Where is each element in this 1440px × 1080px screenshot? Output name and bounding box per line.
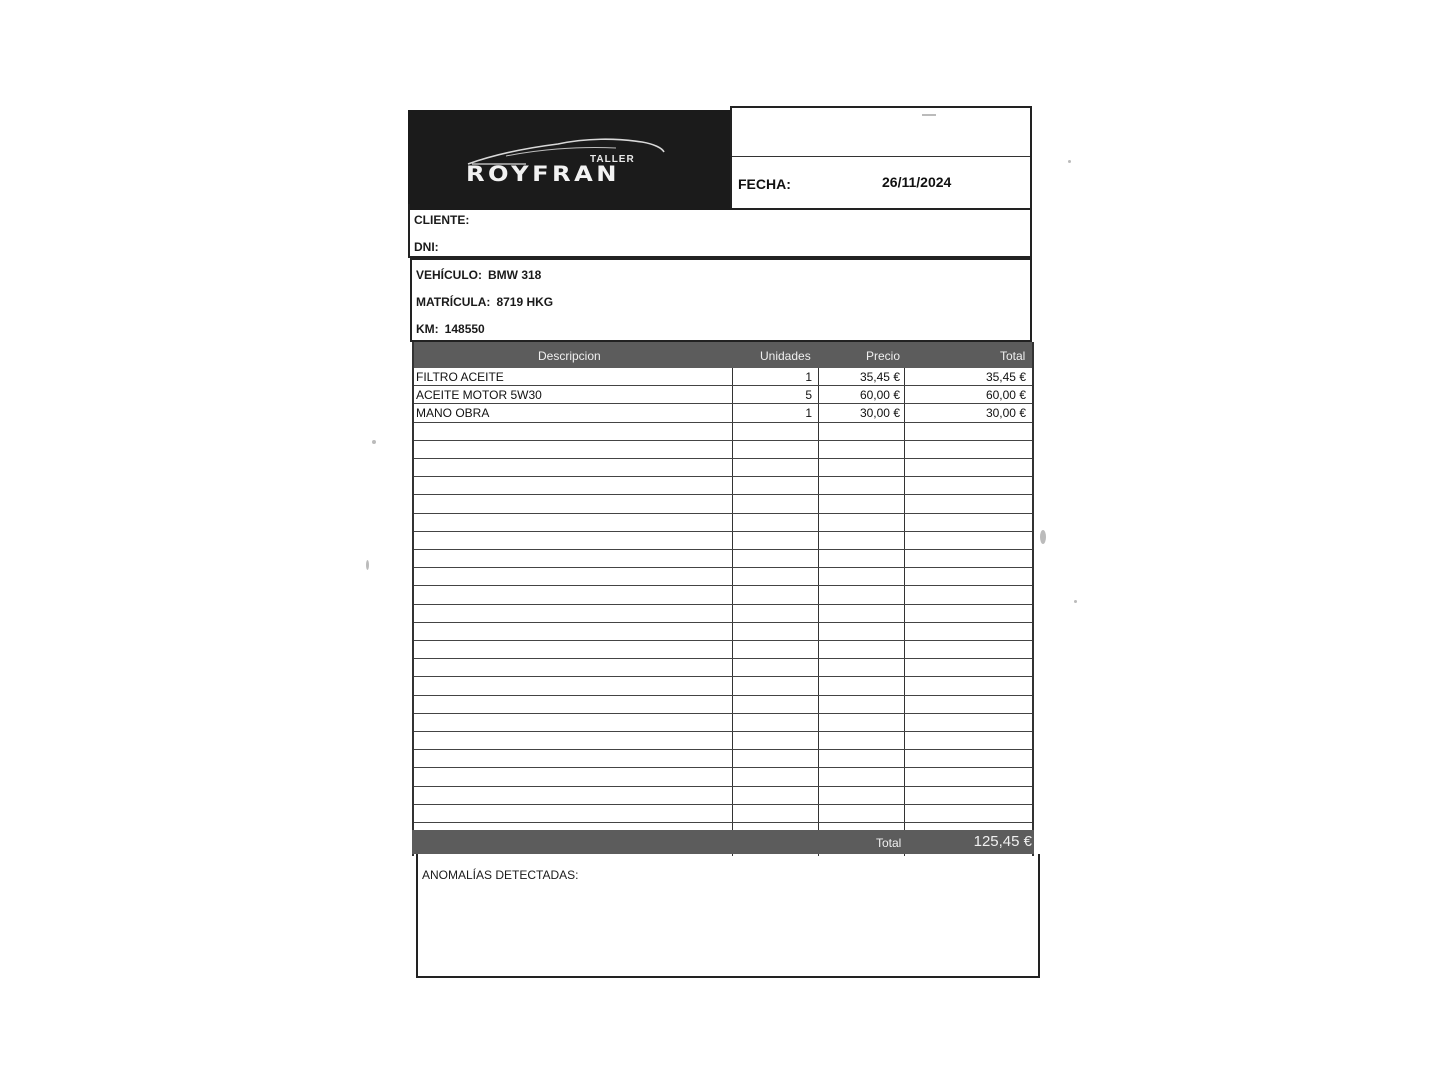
cliente-label: CLIENTE: (414, 213, 470, 227)
table-row (414, 386, 1032, 404)
column-header-descripcion: Descripcion (538, 349, 601, 363)
logo-brand-name: ROYFRAN (466, 162, 620, 186)
km-label: KM: (416, 322, 439, 336)
cliente-field (414, 213, 475, 227)
table-row (414, 441, 1032, 459)
matricula-value: 8719 HKG (496, 295, 554, 309)
km-value: 148550 (444, 322, 485, 336)
cell-precio: 60,00 € (859, 388, 900, 403)
table-row (414, 696, 1032, 714)
invoice-sheet (408, 106, 1034, 980)
anomalies-label: ANOMALÍAS DETECTADAS: (422, 868, 579, 882)
dni-label: DNI: (414, 240, 439, 254)
vehiculo-value: BMW 318 (488, 268, 542, 282)
table-row (414, 787, 1032, 805)
client-section (408, 204, 1032, 258)
table-row (414, 641, 1032, 659)
km-field (416, 322, 485, 336)
dni-field (414, 240, 445, 254)
table-row (414, 550, 1032, 568)
cell-total: 30,00 € (985, 406, 1026, 421)
table-row (414, 568, 1032, 586)
table-row (414, 495, 1032, 513)
column-header-unidades: Unidades (760, 349, 811, 363)
cell-total: 60,00 € (985, 388, 1026, 403)
cell-descripcion: MANO OBRA (416, 406, 490, 421)
table-row (414, 514, 1032, 532)
table-row (414, 423, 1032, 441)
table-row (414, 459, 1032, 477)
total-label: Total (876, 836, 902, 850)
anomalies-section (416, 854, 1040, 978)
matricula-field (416, 295, 553, 309)
table-header (414, 342, 1032, 368)
table-row (414, 586, 1032, 604)
table-row (414, 750, 1032, 768)
column-header-precio: Precio (866, 349, 901, 363)
cell-unidades: 1 (805, 370, 812, 384)
items-table (412, 342, 1034, 856)
table-row (414, 532, 1032, 550)
table-row (414, 368, 1032, 386)
cell-unidades: 5 (805, 388, 812, 403)
date-box (730, 106, 1032, 210)
vehicle-section (410, 258, 1032, 342)
table-row (414, 732, 1032, 750)
cell-precio: 35,45 € (859, 370, 900, 384)
table-row (414, 404, 1032, 422)
table-row (414, 659, 1032, 677)
logo-taller-text: TALLER (590, 154, 635, 165)
table-row (414, 477, 1032, 495)
cell-total: 35,45 € (985, 370, 1026, 384)
cell-descripcion: ACEITE MOTOR 5W30 (416, 388, 542, 403)
table-row (414, 768, 1032, 786)
table-row (414, 623, 1032, 641)
table-row (414, 677, 1032, 695)
vehiculo-label: VEHÍCULO: (416, 268, 482, 282)
table-row (414, 714, 1032, 732)
cell-unidades: 1 (805, 406, 812, 421)
cell-precio: 30,00 € (859, 406, 900, 421)
table-total-bar (412, 830, 1034, 854)
date-value: 26/11/2024 (882, 174, 952, 190)
column-header-total: Total (1000, 349, 1026, 363)
table-row (414, 605, 1032, 623)
logo (408, 110, 730, 210)
total-value: 125,45 € (973, 833, 1032, 850)
cell-descripcion: FILTRO ACEITE (416, 370, 504, 384)
vehiculo-field (416, 268, 541, 282)
matricula-label: MATRÍCULA: (416, 295, 491, 309)
table-row (414, 805, 1032, 823)
date-label: FECHA: (738, 176, 791, 192)
